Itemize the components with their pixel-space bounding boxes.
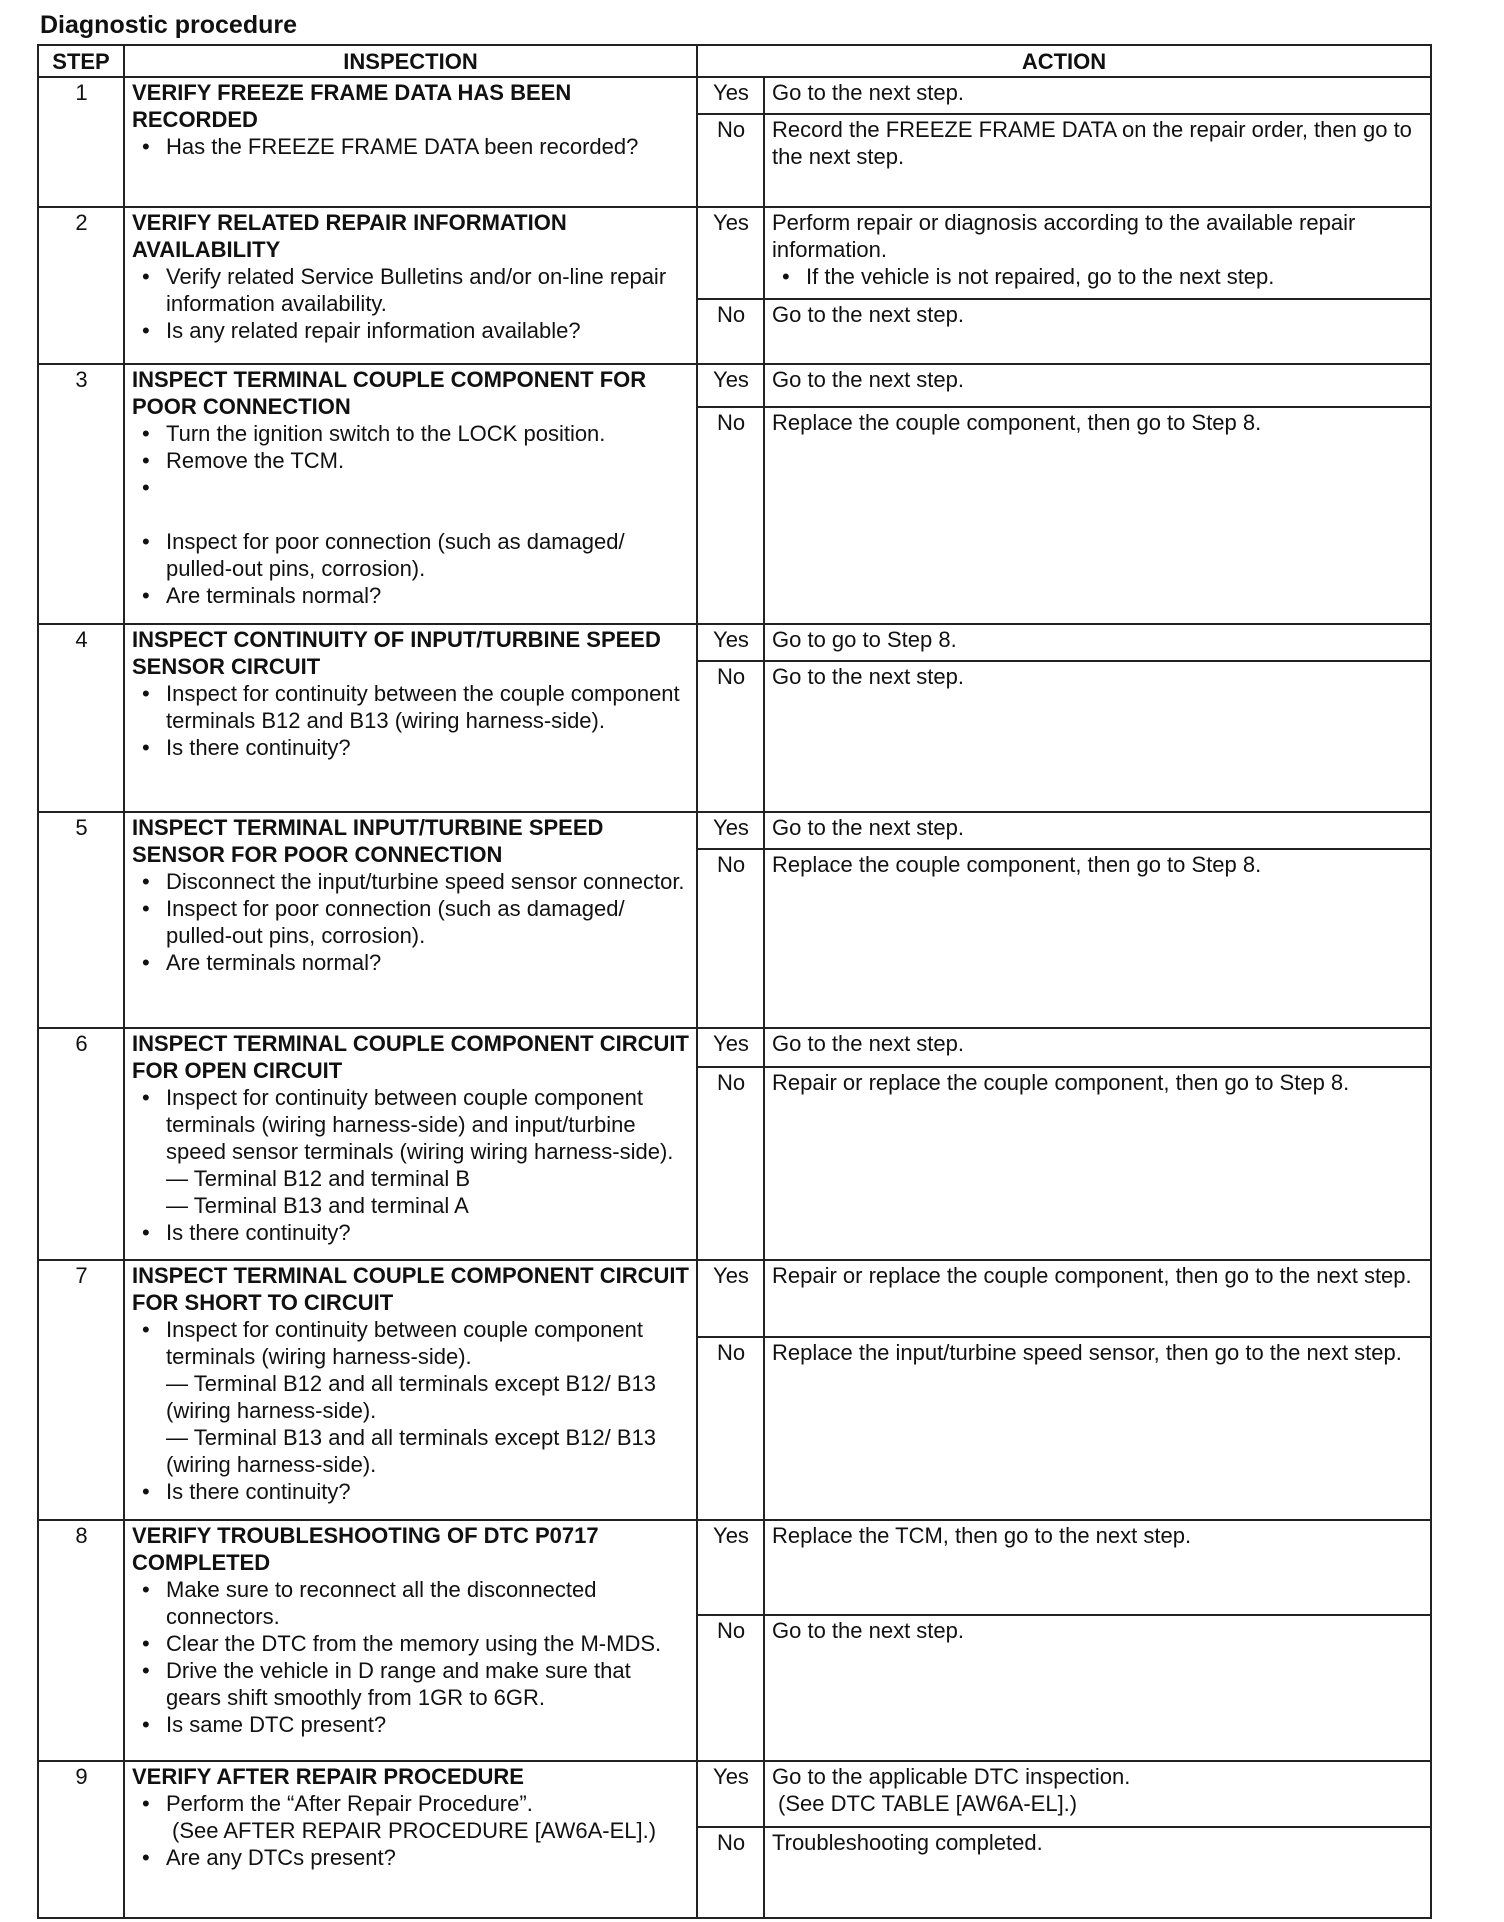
inspection-title: INSPECT TERMINAL COUPLE COMPONENT CIRCUIT FOR OPEN CIRCUIT [132, 1030, 689, 1083]
spacer [132, 474, 690, 528]
yes-action: Go to the next step. [764, 1028, 1431, 1067]
inspection-bullet [132, 1316, 690, 1478]
inspection-bullet: • Is there continuity? [132, 734, 690, 761]
no-action: Go to the next step. [764, 1615, 1431, 1761]
inspection-title: VERIFY FREEZE FRAME DATA HAS BEEN RECORDED [132, 80, 572, 132]
table-row [38, 77, 1431, 114]
inspection-title: INSPECT TERMINAL COUPLE COMPONENT CIRCUIT FOR SHORT TO CIRCUIT [132, 1262, 689, 1315]
no-action: Go to the next step. [764, 299, 1431, 363]
bullet-text: • Perform the “After Repair Procedure”. [166, 1790, 533, 1816]
yes-action: Repair or replace the couple component, then go to the next step. [764, 1260, 1431, 1337]
header-action: ACTION [697, 45, 1431, 77]
terminal-pair: — Terminal B13 and terminal A [166, 1192, 469, 1218]
no-action: Troubleshooting completed. [764, 1827, 1431, 1918]
yes-action: Go to go to Step 8. [764, 624, 1431, 661]
inspection-cell [124, 207, 697, 364]
no-label: No [697, 114, 764, 207]
yes-action-cell [764, 207, 1431, 300]
no-label: No [697, 407, 764, 624]
no-label: No [697, 1067, 764, 1260]
inspection-cell [124, 1761, 697, 1918]
header-inspection: INSPECTION [124, 45, 697, 77]
inspection-bullet: • Clear the DTC from the memory using the M-MDS. [132, 1630, 690, 1657]
terminal-pair: — Terminal B12 and all terminals except B12/ B13 (wiring harness-side). [166, 1370, 656, 1423]
header-step: STEP [38, 45, 124, 77]
inspection-bullet: • Is there continuity? [132, 1478, 690, 1505]
table-row [38, 1761, 1431, 1827]
inspection-bullet: • Is any related repair information available? [132, 317, 690, 344]
yes-label: Yes [697, 624, 764, 661]
yes-action: Go to the next step. [764, 364, 1431, 407]
no-label: No [697, 849, 764, 1028]
inspection-bullet: • Has the FREEZE FRAME DATA been recorded? [132, 133, 690, 160]
step-number: 5 [38, 812, 124, 1028]
inspection-cell [124, 1260, 697, 1520]
no-action: Go to the next step. [764, 661, 1431, 812]
yes-label: Yes [697, 77, 764, 114]
inspection-cell [124, 624, 697, 812]
inspection-bullet: • Disconnect the input/turbine speed sensor connector. [132, 868, 690, 895]
step-number: 6 [38, 1028, 124, 1260]
page-title: Diagnostic procedure [40, 11, 297, 39]
yes-label: Yes [697, 812, 764, 849]
inspection-title: INSPECT TERMINAL COUPLE COMPONENT FOR POOR CONNECTION [132, 366, 647, 419]
no-label: No [697, 1827, 764, 1918]
yes-label: Yes [697, 1260, 764, 1337]
inspection-title: VERIFY AFTER REPAIR PROCEDURE [132, 1763, 524, 1789]
yes-action: Go to the next step. [764, 77, 1431, 114]
no-label: No [697, 1615, 764, 1761]
bullet-text: • Inspect for continuity between couple component terminals (wiring harness-side) and input/turbine speed sensor terminals (wiring wiring harness-side). [166, 1084, 674, 1164]
inspection-bullet: • Are terminals normal? [132, 582, 690, 609]
inspection-bullet: • Remove the TCM. [132, 447, 690, 474]
no-label: No [697, 661, 764, 812]
step-number: 9 [38, 1761, 124, 1918]
step-number: 3 [38, 364, 124, 624]
table-row [38, 624, 1431, 661]
table-row [38, 364, 1431, 407]
inspection-bullet: • Drive the vehicle in D range and make sure that gears shift smoothly from 1GR to 6GR. [132, 1657, 690, 1711]
no-label: No [697, 1337, 764, 1521]
inspection-bullet: • Inspect for poor connection (such as damaged/ pulled-out pins, corrosion). [132, 528, 690, 582]
table-row [38, 1028, 1431, 1067]
step-number: 1 [38, 77, 124, 207]
no-action: Replace the input/turbine speed sensor, then go to the next step. [764, 1337, 1431, 1521]
inspection-bullet: • Are terminals normal? [132, 949, 690, 976]
inspection-title: INSPECT CONTINUITY OF INPUT/TURBINE SPEED SENSOR CIRCUIT [132, 627, 661, 680]
inspection-bullet: • Turn the ignition switch to the LOCK position. [132, 420, 690, 447]
yes-label: Yes [697, 1761, 764, 1827]
inspection-bullet: • Make sure to reconnect all the disconnected connectors. [132, 1576, 690, 1630]
diagnostic-table [37, 44, 1432, 1919]
table-row [38, 1260, 1431, 1337]
inspection-cell [124, 77, 697, 207]
inspection-title: VERIFY TROUBLESHOOTING OF DTC P0717 COMPLETED [132, 1523, 599, 1576]
no-action: Record the FREEZE FRAME DATA on the repair order, then go to the next step. [764, 114, 1431, 207]
step-number: 7 [38, 1260, 124, 1520]
yes-action: Go to the next step. [764, 812, 1431, 849]
table-row [38, 207, 1431, 300]
table-row [38, 812, 1431, 849]
inspection-cell [124, 812, 697, 1028]
yes-action: Perform repair or diagnosis according to the available repair information. [772, 209, 1356, 262]
table-header-row [38, 45, 1431, 77]
yes-label: Yes [697, 207, 764, 300]
inspection-bullet [132, 1084, 690, 1219]
reference-text: (See AFTER REPAIR PROCEDURE [AW6A-EL].) [172, 1817, 657, 1843]
reference-text: (See DTC TABLE [AW6A-EL].) [778, 1790, 1078, 1816]
inspection-bullet: • Are any DTCs present? [132, 1844, 690, 1871]
terminal-pair: — Terminal B13 and all terminals except B12/ B13 (wiring harness-side). [166, 1424, 656, 1477]
inspection-cell [124, 1520, 697, 1760]
terminal-pair: — Terminal B12 and terminal B [166, 1165, 471, 1191]
inspection-title: INSPECT TERMINAL INPUT/TURBINE SPEED SENSOR FOR POOR CONNECTION [132, 814, 604, 867]
yes-action: Replace the TCM, then go to the next step. [764, 1520, 1431, 1615]
inspection-bullet: • Inspect for continuity between the couple component terminals B12 and B13 (wiring harness-side). [132, 680, 690, 734]
yes-label: Yes [697, 1028, 764, 1067]
step-number: 4 [38, 624, 124, 812]
no-action: Replace the couple component, then go to Step 8. [764, 407, 1431, 624]
yes-label: Yes [697, 1520, 764, 1615]
step-number: 2 [38, 207, 124, 364]
table-row [38, 1520, 1431, 1615]
inspection-cell [124, 1028, 697, 1260]
inspection-bullet: • Is there continuity? [132, 1219, 690, 1246]
inspection-title: VERIFY RELATED REPAIR INFORMATION AVAILABILITY [132, 209, 567, 262]
step-number: 8 [38, 1520, 124, 1760]
bullet-text: • Inspect for continuity between couple component terminals (wiring harness-side). [166, 1316, 643, 1369]
yes-action-bullet: • If the vehicle is not repaired, go to the next step. [772, 263, 1424, 290]
no-action: Replace the couple component, then go to Step 8. [764, 849, 1431, 1028]
no-action: Repair or replace the couple component, then go to Step 8. [764, 1067, 1431, 1260]
inspection-bullet [132, 1790, 690, 1844]
inspection-cell [124, 364, 697, 624]
no-label: No [697, 299, 764, 363]
yes-action-cell [764, 1761, 1431, 1827]
yes-action: Go to the applicable DTC inspection. [772, 1763, 1131, 1789]
inspection-bullet: • Inspect for poor connection (such as damaged/ pulled-out pins, corrosion). [132, 895, 690, 949]
inspection-bullet: • Is same DTC present? [132, 1711, 690, 1738]
inspection-bullet: • Verify related Service Bulletins and/or on-line repair information availability. [132, 263, 690, 317]
yes-label: Yes [697, 364, 764, 407]
